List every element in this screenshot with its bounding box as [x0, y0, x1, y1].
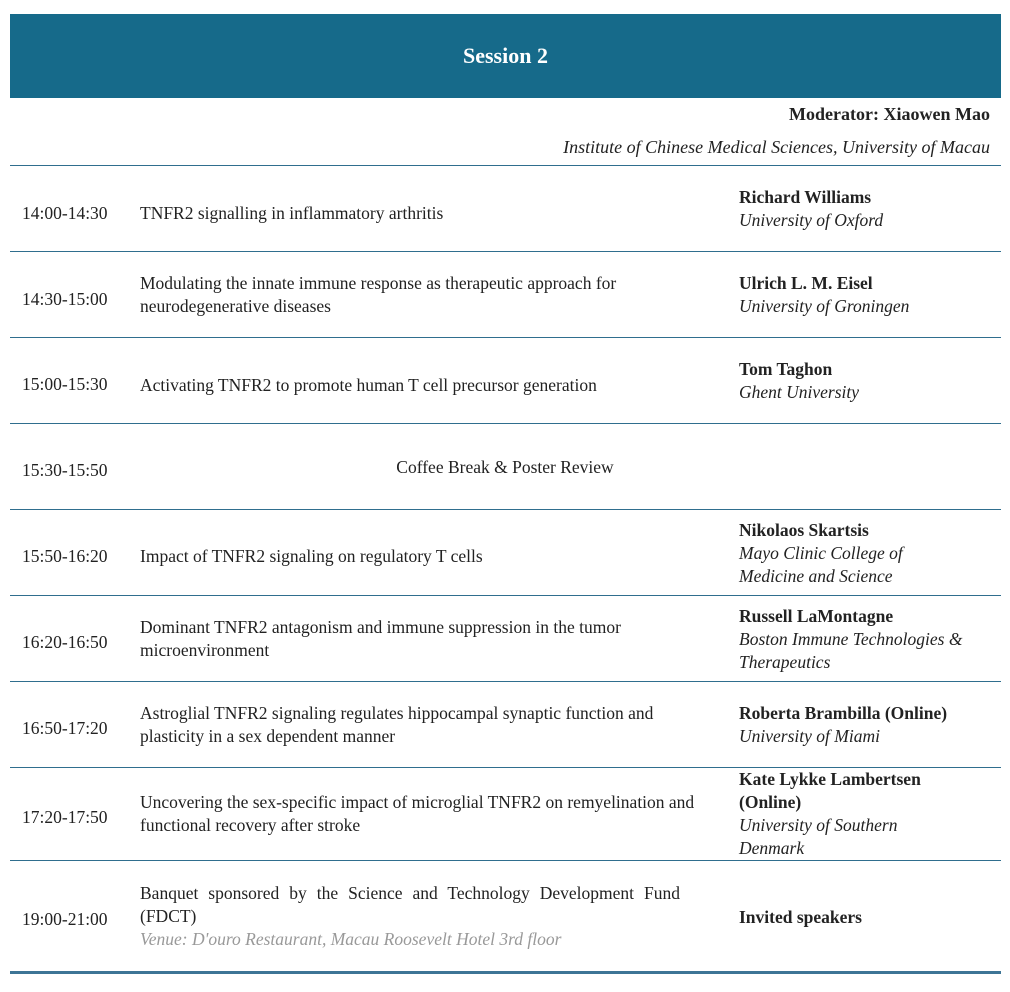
row-speaker	[739, 519, 999, 588]
row-title: Modulating the innate immune response as therapeutic approach for neurodegenerative diseases	[140, 273, 617, 316]
speaker-name: Russell LaMontagne	[739, 606, 894, 626]
row-speaker	[739, 272, 999, 318]
row-time: 15:50-16:20	[22, 546, 108, 566]
schedule-row	[10, 338, 1001, 423]
schedule-row	[10, 252, 1001, 337]
moderator-label: Moderator: Xiaowen Mao	[789, 104, 990, 124]
venue-text: Venue: D'ouro Restaurant, Macau Roosevelt Hotel 3rd floor	[140, 929, 562, 949]
row-time: 17:20-17:50	[22, 807, 108, 827]
banquet-title: Banquet sponsored by the Science and Technology Development Fund (FDCT)	[140, 883, 680, 926]
speaker-affiliation: University of Oxford	[739, 210, 884, 230]
moderator-affiliation: Institute of Chinese Medical Sciences, University of Macau	[563, 137, 990, 157]
row-time: 14:30-15:00	[22, 289, 108, 309]
session-title: Session 2	[463, 43, 548, 68]
row-title: Astroglial TNFR2 signaling regulates hippocampal synaptic function and plasticity in a sex dependent manner	[140, 703, 654, 746]
row-title	[140, 882, 680, 951]
schedule-row	[10, 424, 1001, 509]
speaker-name: Invited speakers	[739, 907, 862, 927]
row-title: TNFR2 signalling in inflammatory arthritis	[140, 203, 444, 223]
schedule-row	[10, 682, 1001, 767]
schedule-row	[10, 510, 1001, 595]
row-speaker	[739, 768, 999, 860]
speaker-affiliation: Boston Immune Technologies & Therapeutics	[739, 629, 963, 672]
row-time: 15:30-15:50	[22, 460, 108, 480]
row-speaker	[739, 358, 999, 404]
schedule-row	[10, 596, 1001, 681]
speaker-name: Roberta Brambilla (Online)	[739, 703, 948, 723]
row-time: 16:20-16:50	[22, 632, 108, 652]
schedule-row	[10, 861, 1001, 971]
row-title: Uncovering the sex-specific impact of microglial TNFR2 on remyelination and functional recovery after stroke	[140, 792, 695, 835]
session-banner	[10, 14, 1001, 98]
speaker-name: Richard Williams	[739, 187, 872, 207]
speaker-name: Ulrich L. M. Eisel	[739, 273, 873, 293]
row-title: Activating TNFR2 to promote human T cell precursor generation	[140, 375, 597, 395]
row-speaker	[739, 906, 999, 929]
speaker-name: Nikolaos Skartsis	[739, 520, 869, 540]
row-time: 16:50-17:20	[22, 718, 108, 738]
row-speaker	[739, 702, 999, 748]
row-speaker	[739, 186, 999, 232]
row-speaker	[739, 605, 999, 674]
speaker-name: Kate Lykke Lambertsen (Online)	[739, 769, 921, 812]
speaker-name: Tom Taghon	[739, 359, 833, 379]
row-time: 19:00-21:00	[22, 909, 108, 929]
speaker-affiliation: Mayo Clinic College of Medicine and Science	[739, 543, 903, 586]
speaker-affiliation: University of Groningen	[739, 296, 910, 316]
row-title: Dominant TNFR2 antagonism and immune suppression in the tumor microenvironment	[140, 617, 621, 660]
speaker-affiliation: Ghent University	[739, 382, 860, 402]
row-time: 15:00-15:30	[22, 374, 108, 394]
schedule-row	[10, 166, 1001, 251]
speaker-affiliation: University of Miami	[739, 726, 880, 746]
schedule-row	[10, 768, 1001, 860]
table-bottom-rule	[10, 971, 1001, 974]
row-time: 14:00-14:30	[22, 203, 108, 223]
row-title: Impact of TNFR2 signaling on regulatory T cells	[140, 546, 483, 566]
speaker-affiliation: University of Southern Denmark	[739, 815, 898, 858]
break-label: Coffee Break & Poster Review	[396, 457, 614, 477]
